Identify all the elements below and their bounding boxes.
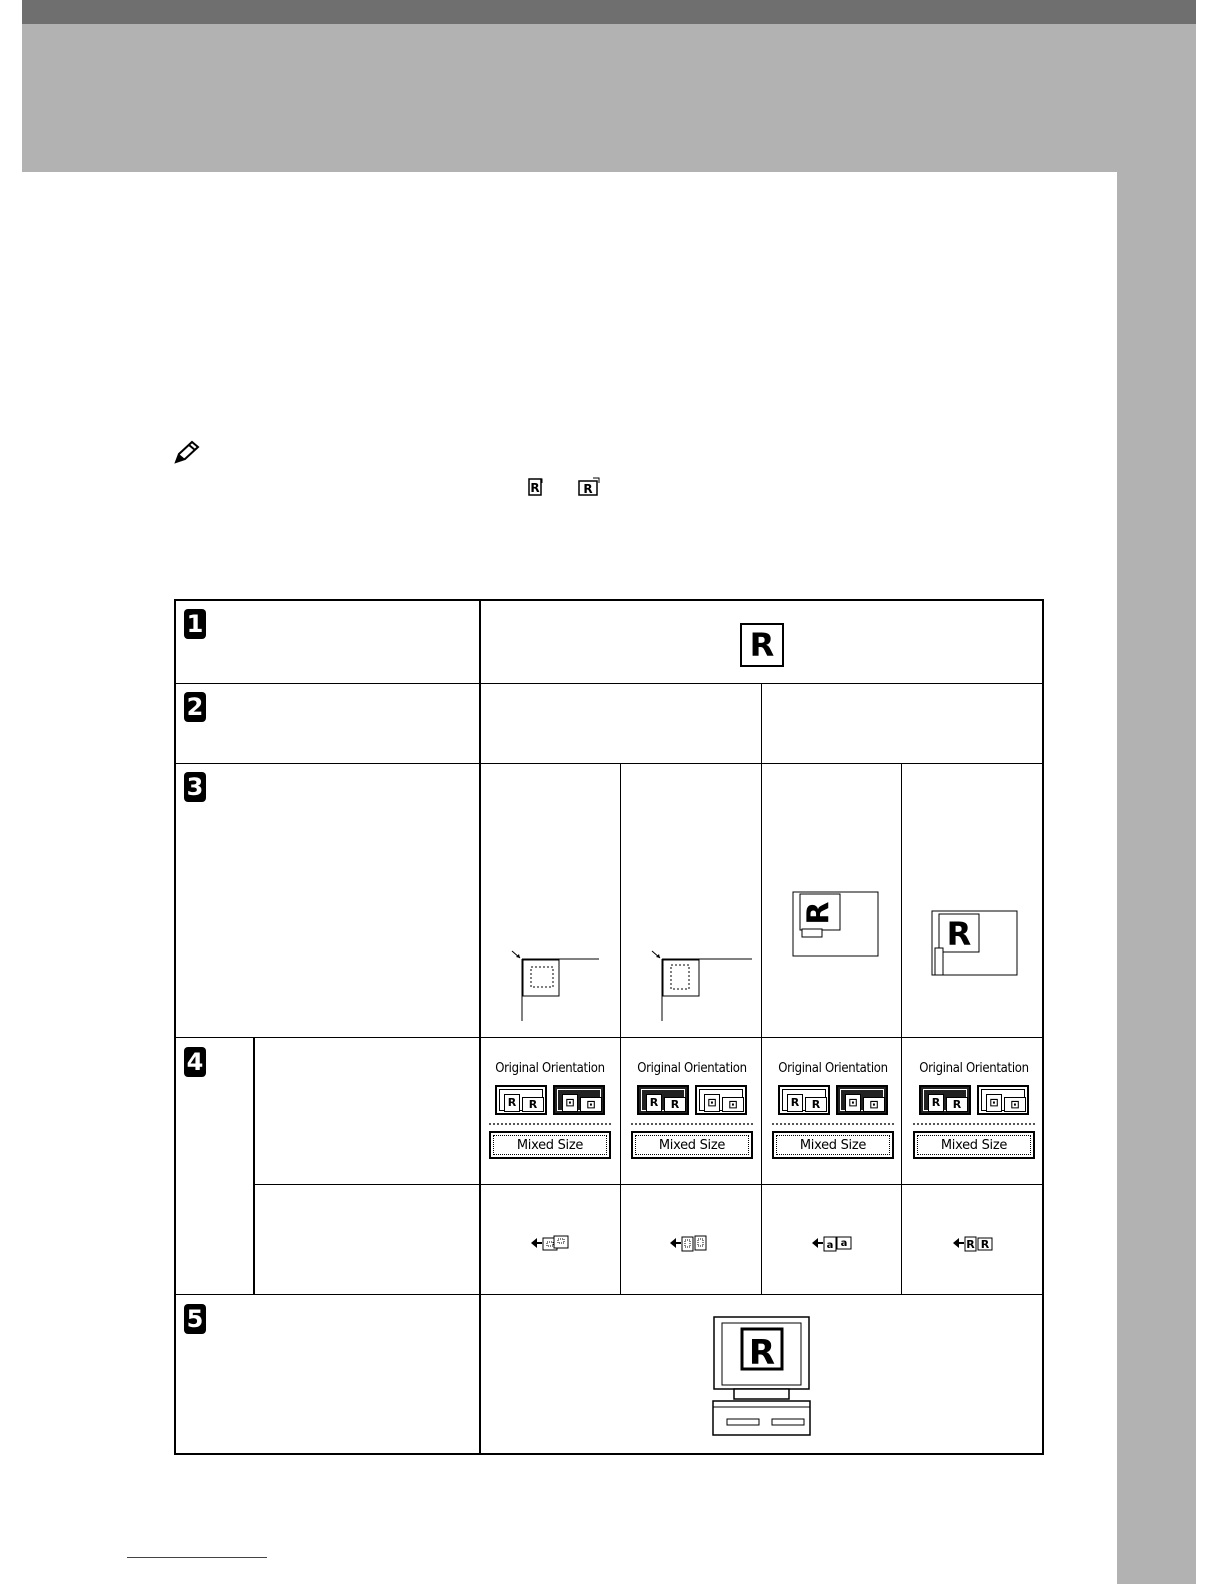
orientation-panel-4 xyxy=(911,1061,1037,1161)
step-number-icon: 3 xyxy=(184,772,206,802)
portrait-orientation-button[interactable]: R R xyxy=(637,1085,689,1115)
orientation-panel-2 xyxy=(629,1061,755,1161)
mixed-size-button[interactable]: Mixed Size xyxy=(772,1131,894,1159)
svg-text:R: R xyxy=(946,915,972,953)
step-number-icon: 1 xyxy=(184,609,206,639)
step-number-icon: 4 xyxy=(184,1047,206,1077)
portrait-orientation-button[interactable]: R R xyxy=(778,1085,830,1115)
landscape-orientation-button[interactable]: ⊡ ⊡ xyxy=(836,1085,888,1115)
mixed-size-button[interactable]: Mixed Size xyxy=(913,1131,1035,1159)
footer-link-underline[interactable] xyxy=(127,1557,267,1558)
orientation-arrow-icon xyxy=(668,1234,712,1252)
landscape-orientation-button[interactable]: ⊡ ⊡ xyxy=(977,1085,1029,1115)
orientation-panel-3 xyxy=(770,1061,896,1161)
svg-text:R: R xyxy=(980,1238,990,1251)
side-tab-band xyxy=(1117,172,1196,1584)
header-dark-bar xyxy=(22,0,1196,24)
orientation-title: Original Orientation xyxy=(919,1061,1029,1076)
adf-portrait-placement-icon xyxy=(792,891,880,959)
svg-text:R: R xyxy=(583,482,593,496)
svg-text:R: R xyxy=(966,1238,975,1251)
landscape-orientation-button[interactable]: ⊡ ⊡ xyxy=(553,1085,605,1115)
mixed-size-button[interactable]: Mixed Size xyxy=(631,1131,753,1159)
face-down-landscape-placement-icon xyxy=(644,949,754,1024)
computer-monitor-icon xyxy=(712,1315,812,1439)
adf-landscape-placement-icon xyxy=(931,910,1021,980)
orientation-arrow-icon xyxy=(810,1234,854,1252)
portrait-orientation-button[interactable]: R R xyxy=(495,1085,547,1115)
svg-text:R: R xyxy=(748,1333,776,1373)
face-down-portrait-placement-icon xyxy=(504,949,604,1024)
step-number-icon: 5 xyxy=(184,1304,206,1334)
svg-text:R: R xyxy=(801,901,837,925)
orientation-panel-1 xyxy=(487,1061,613,1161)
svg-text:a: a xyxy=(840,1238,848,1249)
header-gray-band xyxy=(22,24,1196,172)
svg-text:R: R xyxy=(530,481,540,495)
orientation-arrow-icon xyxy=(951,1234,995,1252)
landscape-orientation-button[interactable]: ⊡ ⊡ xyxy=(695,1085,747,1115)
orientation-title: Original Orientation xyxy=(495,1061,605,1076)
portrait-original-icon xyxy=(528,477,544,497)
orientation-title: Original Orientation xyxy=(778,1061,888,1076)
portrait-orientation-button[interactable]: R R xyxy=(919,1085,971,1115)
step-number-icon: 2 xyxy=(184,692,206,722)
orientation-title: Original Orientation xyxy=(637,1061,747,1076)
landscape-original-icon xyxy=(578,477,600,497)
procedure-table xyxy=(174,599,1044,1455)
r-document-icon: R xyxy=(740,623,784,667)
note-pencil-icon xyxy=(172,440,202,466)
mixed-size-button[interactable]: Mixed Size xyxy=(489,1131,611,1159)
orientation-arrow-icon xyxy=(529,1234,573,1252)
svg-text:a: a xyxy=(826,1240,834,1251)
